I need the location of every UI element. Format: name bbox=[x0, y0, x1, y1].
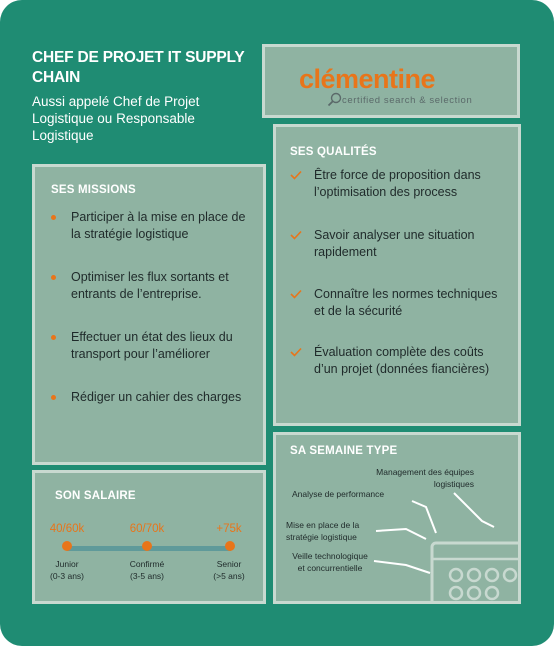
salary-level-junior: Junior (0-3 ans) bbox=[49, 559, 84, 581]
qualites-panel bbox=[273, 124, 521, 426]
salary-value-junior: 40/60k bbox=[49, 523, 85, 535]
missions-title: SES MISSIONS bbox=[51, 184, 136, 196]
job-title: CHEF DE PROJET IT SUPPLY CHAIN bbox=[32, 49, 245, 86]
logo-tagline: certified search & selection bbox=[342, 95, 473, 106]
salary-value-senior: +75k bbox=[216, 523, 242, 535]
logo-panel bbox=[262, 44, 520, 118]
semaine-panel bbox=[273, 432, 521, 604]
salary-dot-junior bbox=[62, 541, 72, 551]
mission-item: Rédiger un cahier des charges bbox=[49, 389, 253, 449]
activity-strategie: Mise en place de la stratégie logistique bbox=[286, 520, 360, 542]
qualite-item: Être force de proposition dans l’optimisation des process bbox=[288, 167, 510, 227]
activity-management: Management des équipes logistiques bbox=[376, 467, 474, 489]
salaire-title: SON SALAIRE bbox=[55, 490, 136, 502]
semaine-title: SA SEMAINE TYPE bbox=[290, 445, 398, 457]
check-icon bbox=[290, 347, 302, 357]
qualites-title: SES QUALITÉS bbox=[290, 146, 377, 158]
salary-value-confirme: 60/70k bbox=[129, 523, 165, 535]
bullet-icon bbox=[51, 335, 56, 340]
mission-item: Participer à la mise en place de la stratégie logistique bbox=[49, 209, 253, 269]
qualite-item: Savoir analyser une situation rapidement bbox=[288, 227, 510, 286]
calendar-illustration bbox=[276, 435, 518, 601]
check-icon bbox=[290, 289, 302, 299]
activity-analyse: Analyse de performance bbox=[292, 489, 385, 499]
missions-panel bbox=[32, 164, 266, 465]
bullet-icon bbox=[51, 275, 56, 280]
magnifier-icon bbox=[327, 91, 343, 107]
salary-dot-senior bbox=[225, 541, 235, 551]
salaire-panel bbox=[32, 470, 266, 604]
qualites-list bbox=[288, 167, 510, 378]
check-icon bbox=[290, 230, 302, 240]
activity-veille: Veille technologique et concurrentielle bbox=[292, 551, 368, 573]
mission-item: Optimiser les flux sortants et entrants de l’entreprise. bbox=[49, 269, 253, 329]
salary-level-confirme: Confirmé (3-5 ans) bbox=[129, 559, 165, 581]
qualite-item: Connaître les normes techniques et de la sécurité bbox=[288, 286, 510, 344]
check-icon bbox=[290, 170, 302, 180]
logo-wordmark: clémentine bbox=[299, 64, 436, 94]
bullet-icon bbox=[51, 215, 56, 220]
bullet-icon bbox=[51, 395, 56, 400]
qualite-item: Évaluation complète des coûts d’un projet (données fiancières) bbox=[288, 344, 510, 378]
missions-list bbox=[49, 209, 253, 449]
salary-level-senior: Senior (>5 ans) bbox=[213, 559, 245, 581]
salary-dot-confirme bbox=[142, 541, 152, 551]
mission-item: Effectuer un état des lieux du transport pour l’améliorer bbox=[49, 329, 253, 389]
job-subtitle: Aussi appelé Chef de Projet Logistique ou Responsable Logistique bbox=[32, 94, 200, 143]
